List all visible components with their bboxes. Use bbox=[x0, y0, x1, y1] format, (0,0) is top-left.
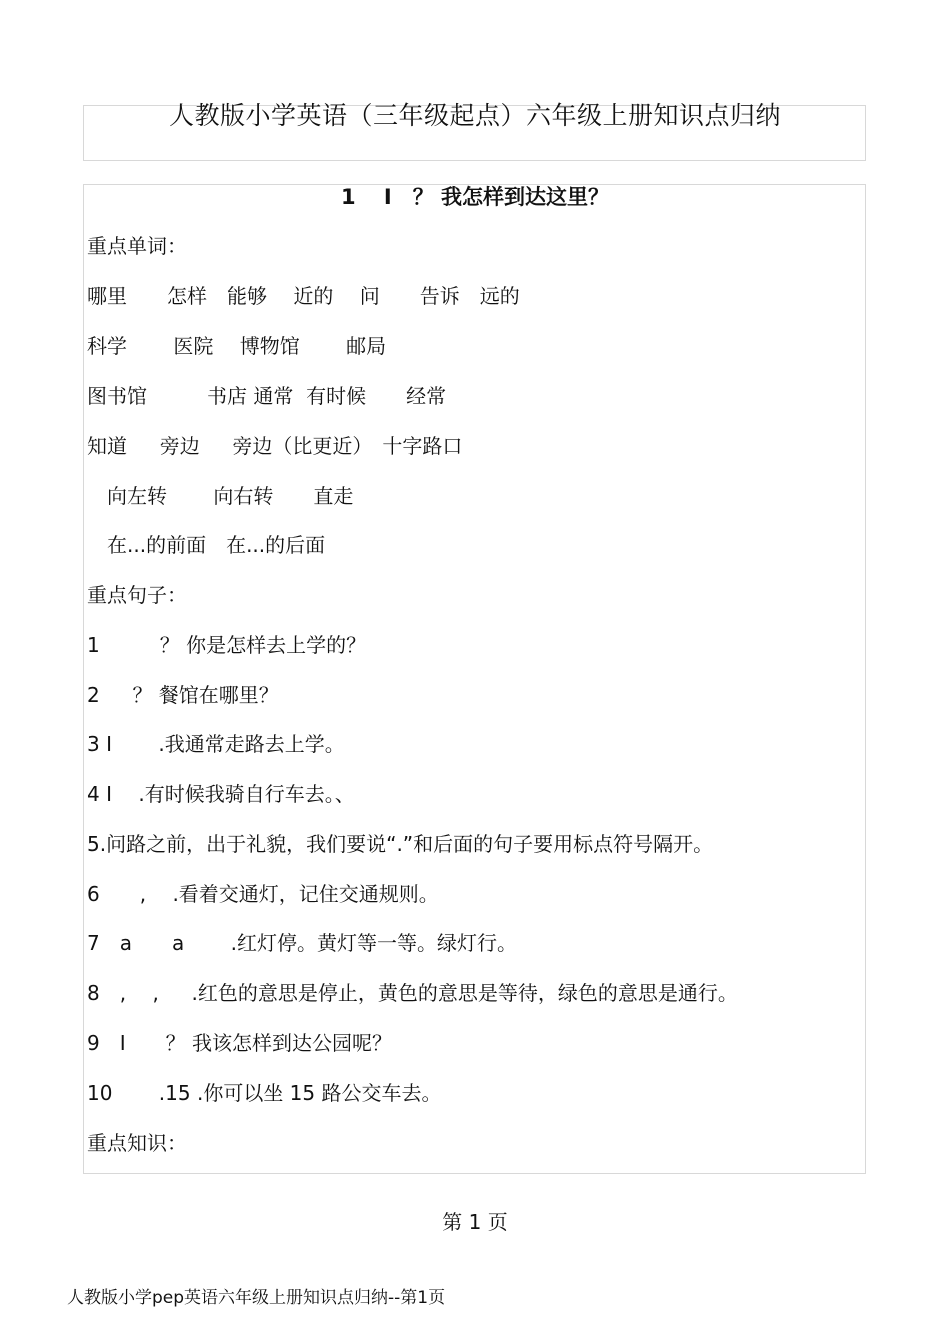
content-line: 重点知识： bbox=[87, 1131, 187, 1155]
content-line: 哪里 怎样 能够 近的 问 告诉 远的 bbox=[87, 284, 520, 308]
content-line: 重点单词： bbox=[87, 234, 187, 258]
content-line: 4 I .有时候我骑自行车去。、 bbox=[87, 782, 355, 806]
content-line: 9 I ？ 我该怎样到达公园呢？ bbox=[87, 1031, 392, 1055]
content-line: 8 , , .红色的意思是停止，黄色的意思是等待，绿色的意思是通行。 bbox=[87, 981, 738, 1005]
section-heading: 1 I ？ 我怎样到达这里？ bbox=[340, 185, 610, 209]
content-line: 6 , .看着交通灯，记住交通规则。 bbox=[87, 882, 439, 906]
content-line: 知道 旁边 旁边（比更近） 十字路口 bbox=[87, 434, 463, 458]
content-line: 在...的前面 在...的后面 bbox=[87, 533, 326, 557]
content-line: 图书馆 书店 通常 有时候 经常 bbox=[87, 384, 447, 408]
content-line: 向左转 向右转 直走 bbox=[87, 484, 354, 508]
page-number: 第 1 页 bbox=[442, 1210, 508, 1234]
document-title: 人教版小学英语（三年级起点）六年级上册知识点归纳 bbox=[168, 101, 781, 130]
content-line: 科学 医院 博物馆 邮局 bbox=[87, 334, 387, 358]
content-line: 2 ？ 餐馆在哪里？ bbox=[87, 683, 279, 707]
content-line: 3 I .我通常走路去上学。 bbox=[87, 732, 345, 756]
content-line: 5.问路之前，出于礼貌，我们要说“.”和后面的句子要用标点符号隔开。 bbox=[87, 832, 714, 856]
content-line: 重点句子： bbox=[87, 583, 187, 607]
content-line: 1 ？ 你是怎样去上学的？ bbox=[87, 633, 367, 657]
footer-caption: 人教版小学pep英语六年级上册知识点归纳--第1页 bbox=[67, 1288, 446, 1308]
content-line: 10 .15 .你可以坐 15 路公交车去。 bbox=[87, 1081, 442, 1105]
content-line: 7 a a .红灯停。黄灯等一等。绿灯行。 bbox=[87, 931, 517, 955]
